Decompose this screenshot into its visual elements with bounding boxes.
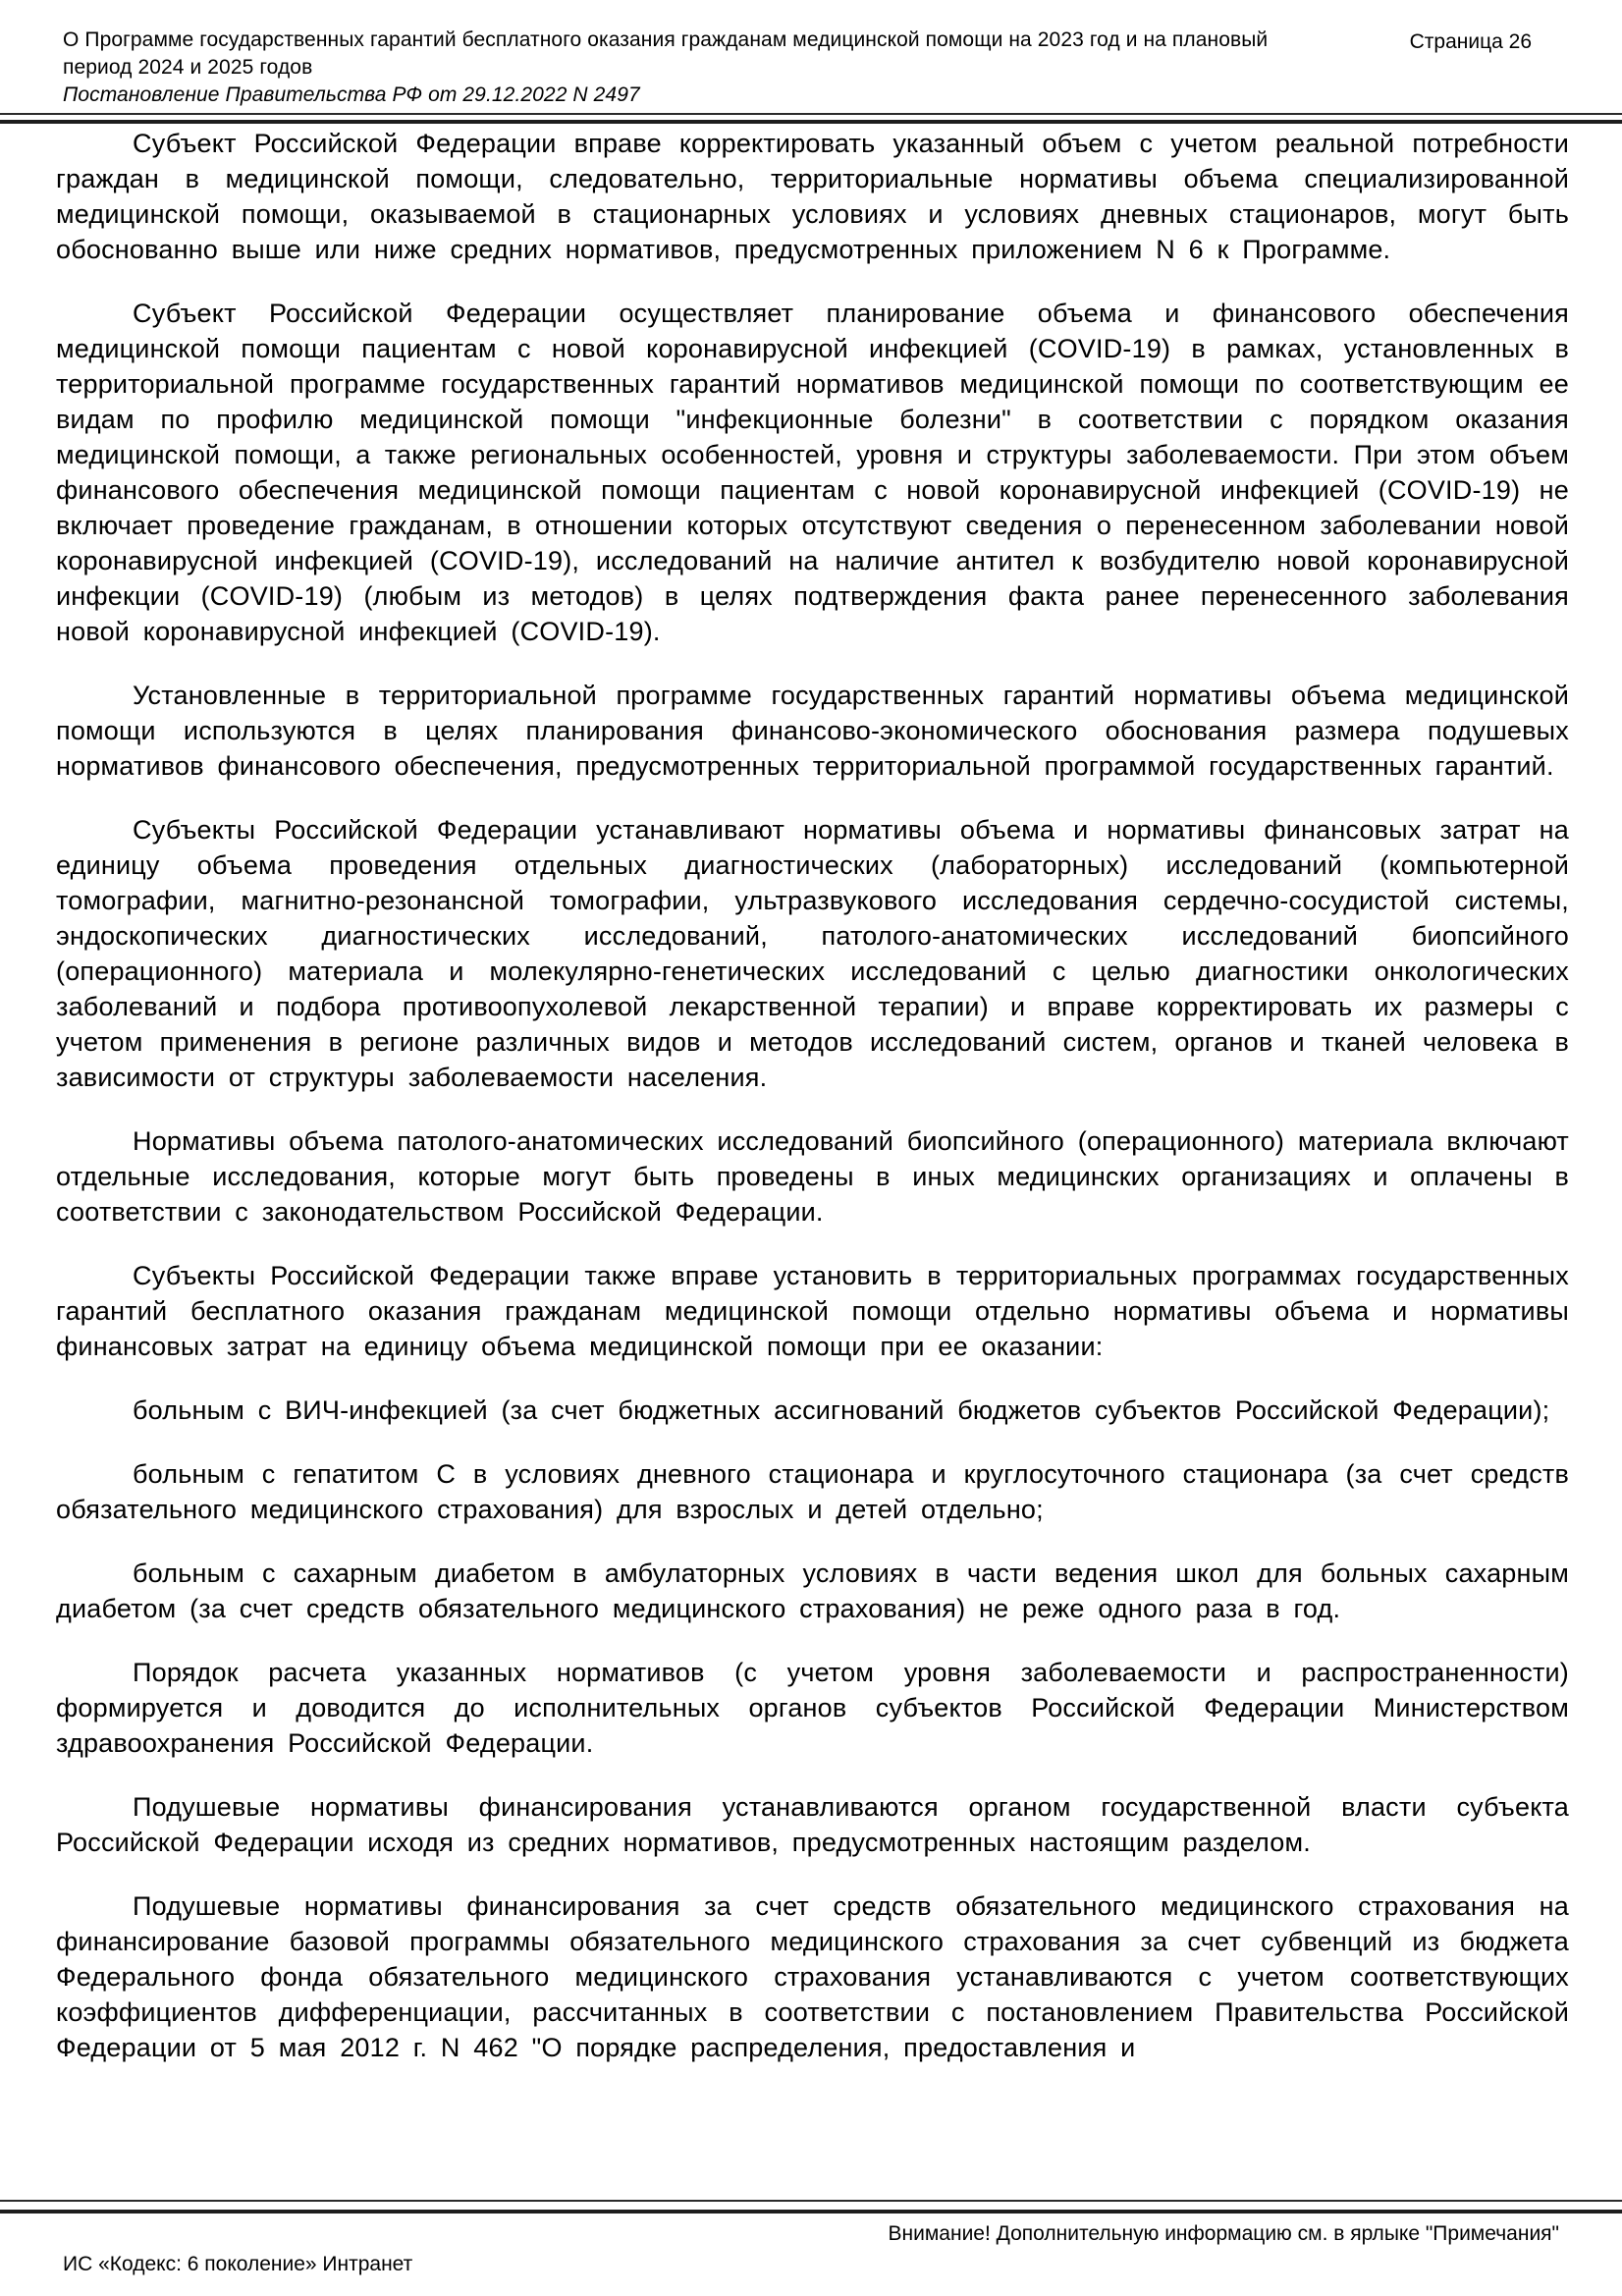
paragraph: Подушевые нормативы финансирования устанавливаются органом государственной власти субъекта Российской Федерации исходя из средних нормативов, предусмотренных настоящим разделом. (56, 1792, 1569, 1857)
document-subtitle: Постановление Правительства РФ от 29.12.2022 N 2497 (63, 83, 640, 106)
footer-system-label: ИС «Кодекс: 6 поколение» Интранет (63, 2253, 413, 2275)
paragraph: Субъекты Российской Федерации также вправе установить в территориальных программах государственных гарантий бесплатного оказания гражданам медицинской помощи отдельно нормативы объема и нормативы финансовых затрат на единицу объема медицинской помощи при ее оказании: (56, 1261, 1569, 1361)
paragraph: больным с сахарным диабетом в амбулаторных условиях в части ведения школ для больных сахарным диабетом (за счет средств обязательного медицинского страхования) не реже одного раза в год. (56, 1558, 1569, 1623)
paragraph: Субъект Российской Федерации вправе корректировать указанный объем с учетом реальной потребности граждан в медицинской помощи, следовательно, территориальные нормативы объема специализированной медицинской помощи, оказываемой в стационарных условиях и условиях дневных стационаров, могут быть обоснованно выше или ниже средних нормативов, предусмотренных приложением N 6 к Программе. (56, 129, 1569, 264)
page-number: Страница 26 (1409, 30, 1532, 53)
page-header (63, 27, 1559, 109)
paragraph: Нормативы объема патолого-анатомических исследований биопсийного (операционного) материала включают отдельные исследования, которые могут быть проведены в иных медицинских организациях и оплачены в соответствии с законодательством Российской Федерации. (56, 1126, 1569, 1227)
paragraph: Подушевые нормативы финансирования за счет средств обязательного медицинского страхования на финансирование базовой программы обязательного медицинского страхования за счет субвенций из бюджета Федерального фонда обязательного медицинского страхования устанавливаются с учетом соответствующих коэффициентов дифференциации, рассчитанных в соответствии с постановлением Правительства Российской Федерации от 5 мая 2012 г. N 462 "О порядке распределения, предоставления и (56, 1891, 1569, 2062)
header-divider-thick (0, 120, 1622, 124)
paragraph: Порядок расчета указанных нормативов (с учетом уровня заболеваемости и распространенности) формируется и доводится до исполнительных органов субъектов Российской Федерации Министерством здравоохранения Российской Федерации. (56, 1658, 1569, 1758)
document-title: О Программе государственных гарантий бесплатного оказания гражданам медицинской помощи на 2023 год и на плановый период 2024 и 2025 годов (63, 28, 1269, 79)
document-body (56, 126, 1569, 2200)
header-divider-thin (0, 113, 1622, 115)
paragraph: Субъект Российской Федерации осуществляет планирование объема и финансового обеспечения медицинской помощи пациентам с новой коронавирусной инфекцией (COVID-19) в рамках, установленных в территориальной программе государственных гарантий нормативов медицинской помощи по соответствующим ее видам по профилю медицинской помощи "инфекционные болезни" в соответствии с порядком оказания медицинской помощи, а также региональных особенностей, уровня и структуры заболеваемости. При этом объем финансового обеспечения медицинской помощи пациентам с новой коронавирусной инфекцией (COVID-19) не включает проведение гражданам, в отношении которых отсутствуют сведения о перенесенном заболевании новой коронавирусной инфекцией (COVID-19), исследований на наличие антител к возбудителю новой коронавирусной инфекции (COVID-19) (любым из методов) в целях подтверждения факта ранее перенесенного заболевания новой коронавирусной инфекцией (COVID-19). (56, 299, 1569, 646)
paragraph: Установленные в территориальной программе государственных гарантий нормативы объема медицинской помощи используются в целях планирования финансово-экономического обоснования размера подушевых нормативов финансового обеспечения, предусмотренных территориальной программой государственных гарантий. (56, 681, 1569, 781)
paragraph: Субъекты Российской Федерации устанавливают нормативы объема и нормативы финансовых затрат на единицу объема проведения отдельных диагностических (лабораторных) исследований (компьютерной томографии, магнитно-резонансной томографии, ультразвукового исследования сердечно-сосудистой системы, эндоскопических диагностических исследований, патолого-анатомических исследований биопсийного (операционного) материала и молекулярно-генетических исследований с целью диагностики онкологических заболеваний и подбора противоопухолевой лекарственной терапии) и вправе корректировать их размеры с учетом применения в регионе различных видов и методов исследований систем, органов и тканей человека в зависимости от структуры заболеваемости населения. (56, 815, 1569, 1092)
footer-notice: Внимание! Дополнительную информацию см. в ярлыке "Примечания" (888, 2222, 1559, 2245)
paragraph: больным с ВИЧ-инфекцией (за счет бюджетных ассигнований бюджетов субъектов Российской Федерации); (133, 1395, 1550, 1425)
footer-divider-thin (0, 2200, 1622, 2202)
paragraph: больным с гепатитом C в условиях дневного стационара и круглосуточного стационара (за счет средств обязательного медицинского страхования) для взрослых и детей отдельно; (56, 1459, 1569, 1524)
footer-divider-thick (0, 2210, 1622, 2214)
